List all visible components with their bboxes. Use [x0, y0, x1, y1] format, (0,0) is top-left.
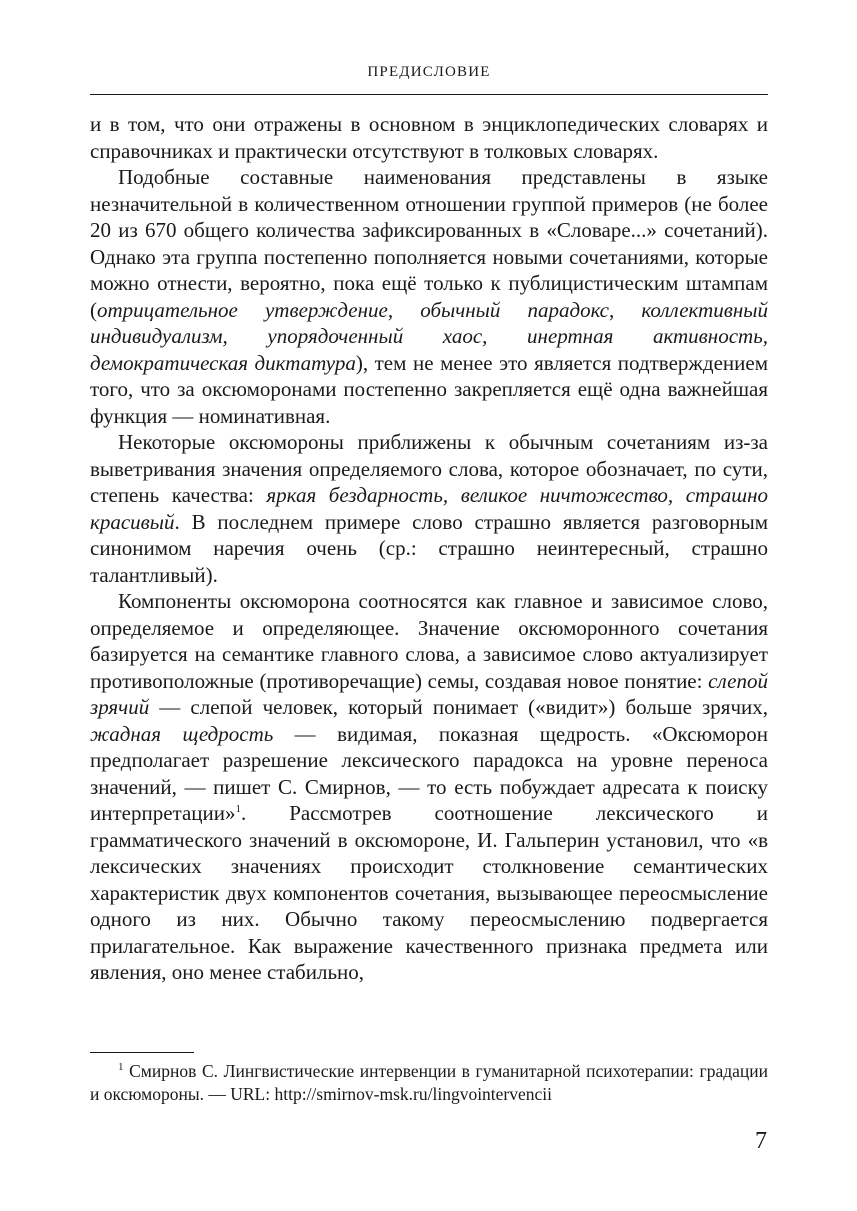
p2-examples: отрицательное утверждение, обычный парадокс, коллективный индивидуализм, упорядоченный хаос, инертная активность, демократическая диктатура: [90, 297, 768, 375]
p3-text-a: Некоторые оксюмороны приближены к обычным сочетаниям из-за выветривания значения определяемого слова, которое обозначает, по сути, степень качества:: [90, 430, 768, 507]
paragraph-3: [90, 429, 768, 588]
footnote-ref[interactable]: 1: [235, 803, 242, 815]
footnote: [90, 1060, 768, 1106]
p3-text-c: . В последнем примере слово страшно является разговорным синонимом наречия очень (ср.: страшно неинтересный, страшно талантливый).: [90, 509, 768, 587]
p4-example-2: жадная щедрость: [90, 721, 274, 746]
p2-text-c: ), тем не менее это является подтверждением того, что за оксюморонами постепенно закрепляется ещё одна важнейшая функция — номинативная.: [90, 350, 768, 428]
footnote-marker: 1: [118, 1061, 124, 1074]
paragraph-4: [90, 588, 768, 986]
p4-text-c: — слепой человек, который понимает («видит») больше зрячих,: [149, 695, 768, 719]
p2-text-a: Подобные составные наименования представлены в языке незначительной в количественном отношении группой примеров (не более 20 из 670 общего количества зафиксированных в «Словаре...» сочетаний). Однако эта группа постепенно пополняется новыми сочетаниями, которые можно отнести, вероятно, пока ещё только к публицистическим штампам (: [90, 165, 768, 322]
paragraph-2: [90, 164, 768, 429]
p4-example-1: слепой зрячий: [90, 668, 768, 719]
p4-text-f: . Рассмотрев соотношение лексического и грамматического значений в оксюмороне, И. Гальперин установил, что «в лексических значениях происходит столкновение семантических характеристик двух компонентов сочетания, вызывающее переосмысление одного из них. Обычно такому переосмыслению подвергается прилагательное. Как выражение качественного признака предмета или явления, оно менее стабильно,: [90, 801, 768, 984]
footnote-rule: [90, 1052, 194, 1053]
paragraph-1: и в том, что они отражены в основном в энциклопедических словарях и справочниках и практически отсутствуют в толковых словарях.: [90, 112, 768, 163]
header-rule: [90, 94, 768, 95]
footnote-text: Смирнов С. Лингвистические интервенции в гуманитарной психотерапии: градации и оксюмороны. — URL: http://smirnov-msk.ru/lingvointervencii: [90, 1061, 768, 1104]
p4-text-a: Компоненты оксюморона соотносятся как главное и зависимое слово, определяемое и определяющее. Значение оксюморонного сочетания базируется на семантике главного слова, а зависимое слово актуализирует противоположные (противоречащие) семы, создавая новое понятие:: [90, 589, 768, 693]
main-text: [90, 111, 768, 986]
p4-text-e: — видимая, показная щедрость. «Оксюморон предполагает разрешение лексического парадокса на уровне переноса значений, — пишет С. Смирнов, — то есть побуждает адресата к поиску интерпретации»: [90, 721, 768, 825]
page-number: 7: [755, 1128, 767, 1154]
running-header: ПРЕДИСЛОВИЕ: [367, 64, 491, 80]
p3-examples: яркая бездарность, великое ничтожество, страшно красивый: [90, 483, 768, 534]
